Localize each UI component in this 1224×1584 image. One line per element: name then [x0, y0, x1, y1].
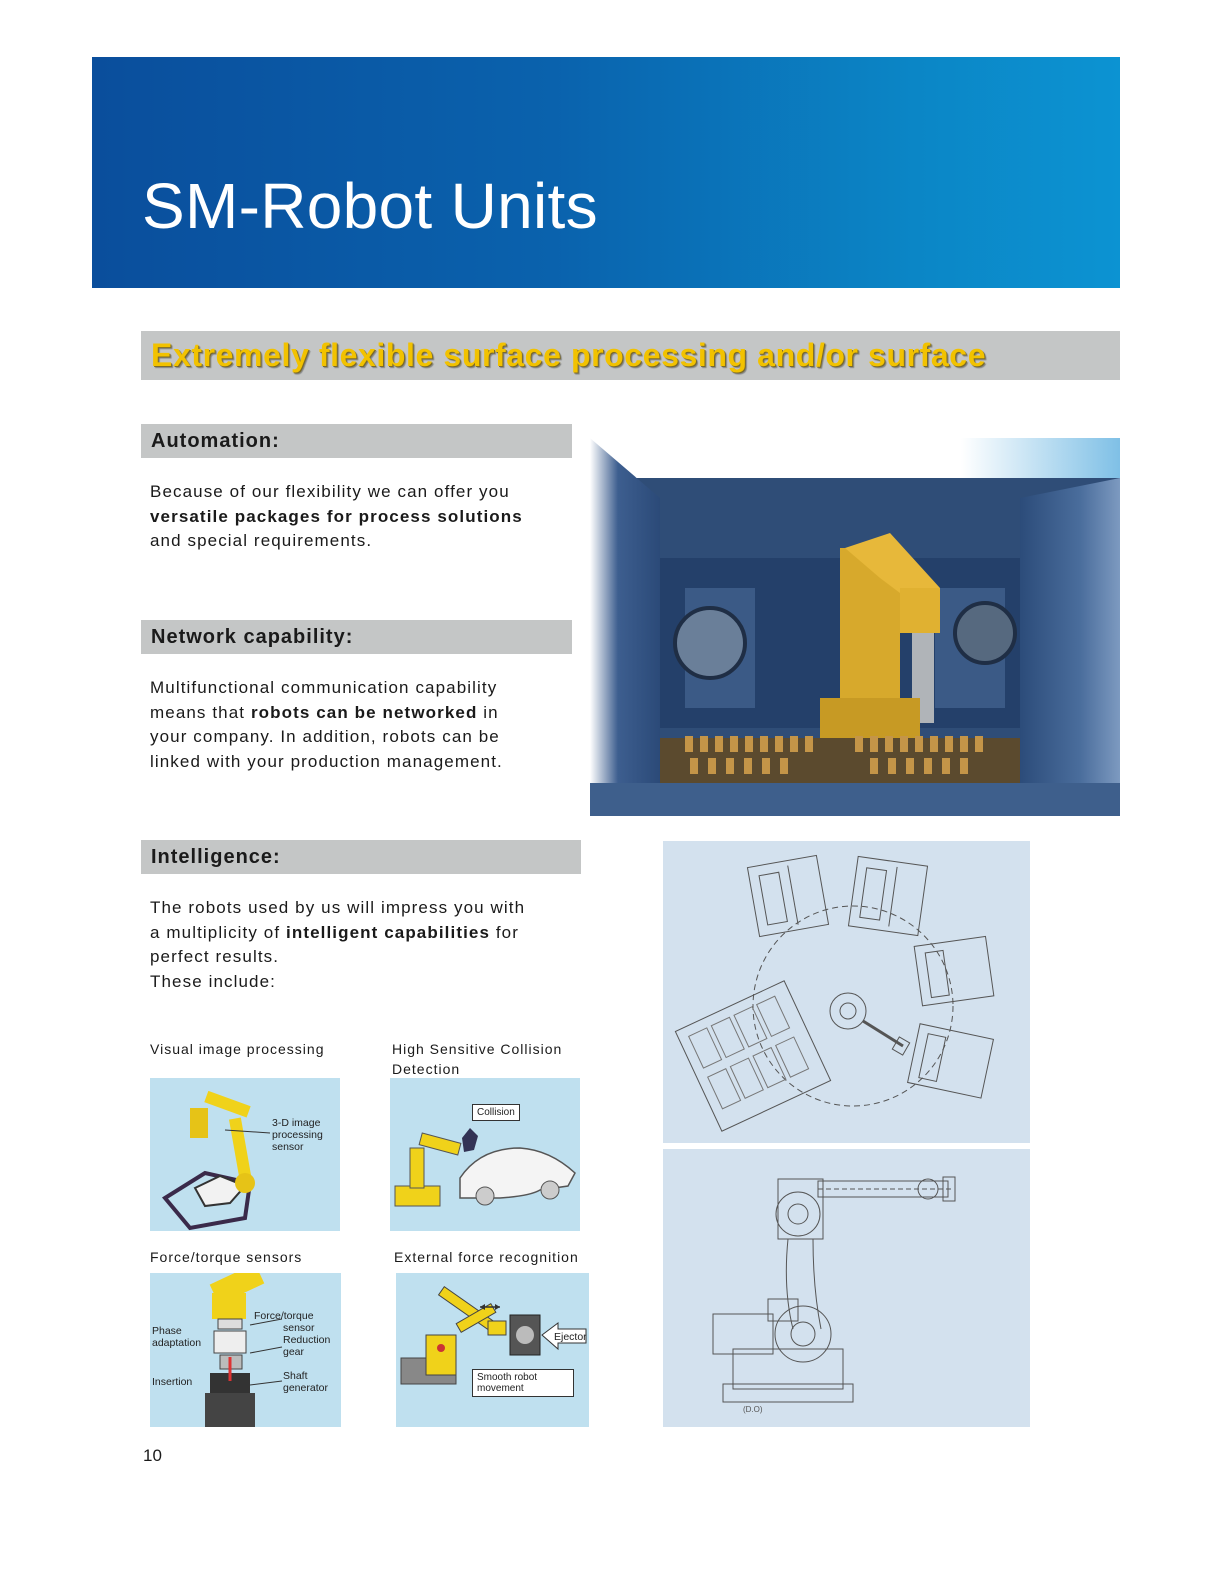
visual-label-line: processing	[272, 1129, 323, 1141]
ejector-label: Ejector	[554, 1331, 587, 1343]
intelligence-line-part: a multiplicity of	[150, 922, 287, 942]
force-torque-image	[150, 1273, 341, 1427]
insertion-label: Insertion	[152, 1376, 193, 1388]
intelligence-highlight: intelligent capabilities	[286, 922, 491, 942]
phase-label-line: Phase	[152, 1325, 182, 1337]
network-line: your company. In addition, robots can be	[150, 727, 500, 747]
collision-caption	[392, 1039, 562, 1079]
shaft-label	[283, 1370, 328, 1394]
phase-label	[152, 1325, 201, 1349]
visual-label-line: 3-D image	[272, 1117, 321, 1129]
page-title: SM-Robot Units	[142, 170, 598, 242]
layout-drawing	[663, 841, 1030, 1143]
intelligence-line: These include:	[150, 971, 276, 991]
visual-processing-image	[150, 1078, 340, 1231]
network-line-part: in	[477, 702, 499, 722]
automation-line: and special requirements.	[150, 531, 373, 551]
intelligence-line: perfect results.	[150, 947, 280, 967]
banner-text: Extremely flexible surface processing and/or surface	[151, 337, 987, 373]
external-caption: External force recognition	[394, 1249, 579, 1265]
collision-label: Collision	[472, 1104, 520, 1121]
automation-text	[150, 480, 580, 554]
collision-caption-line: High Sensitive Collision	[392, 1041, 563, 1057]
network-heading: Network capability:	[151, 626, 354, 648]
phase-label-line: adaptation	[152, 1337, 202, 1349]
sensor-label-line: sensor	[283, 1322, 315, 1334]
network-text	[150, 676, 580, 774]
sensor-label-line: Force/torque	[254, 1310, 314, 1322]
intelligence-heading-bar	[141, 840, 581, 874]
drawing-label: (D.O)	[743, 1405, 763, 1414]
automation-heading: Automation:	[151, 430, 280, 452]
shaft-label-line: Shaft	[283, 1370, 308, 1382]
smooth-movement-label	[472, 1369, 574, 1397]
sensor-label	[254, 1310, 315, 1334]
smooth-label-line: Smooth robot	[477, 1372, 538, 1383]
shaft-label-line: generator	[283, 1382, 328, 1394]
network-line: Multifunctional communication capability	[150, 678, 498, 697]
smooth-label-line: movement	[477, 1383, 524, 1394]
network-highlight: robots can be networked	[250, 702, 478, 722]
visual-label-line: sensor	[272, 1141, 304, 1153]
network-heading-bar	[141, 620, 572, 654]
network-line: linked with your production management.	[150, 751, 503, 771]
header-band	[92, 57, 1120, 288]
intelligence-line-part: for	[490, 922, 519, 942]
robot-cell-photo	[590, 438, 1120, 816]
automation-highlight: versatile packages for process solutions	[150, 506, 523, 526]
intelligence-line: The robots used by us will impress you with	[150, 898, 526, 917]
automation-heading-bar	[141, 424, 572, 458]
robot-side-drawing	[663, 1149, 1030, 1427]
feature-banner	[141, 331, 1120, 380]
gear-label-line: Reduction	[283, 1334, 331, 1346]
page-number: 10	[143, 1446, 162, 1465]
gear-label	[283, 1334, 330, 1358]
automation-line: Because of our flexibility we can offer you	[150, 482, 510, 501]
intelligence-heading: Intelligence:	[151, 846, 281, 868]
network-line-part: means that	[150, 702, 251, 722]
visual-caption: Visual image processing	[150, 1041, 325, 1057]
force-caption: Force/torque sensors	[150, 1249, 303, 1265]
visual-label	[272, 1117, 323, 1153]
gear-label-line: gear	[283, 1346, 305, 1358]
collision-caption-line: Detection	[392, 1061, 461, 1077]
collision-detection-image	[390, 1078, 580, 1231]
external-force-image	[396, 1273, 589, 1427]
intelligence-text	[150, 896, 590, 994]
